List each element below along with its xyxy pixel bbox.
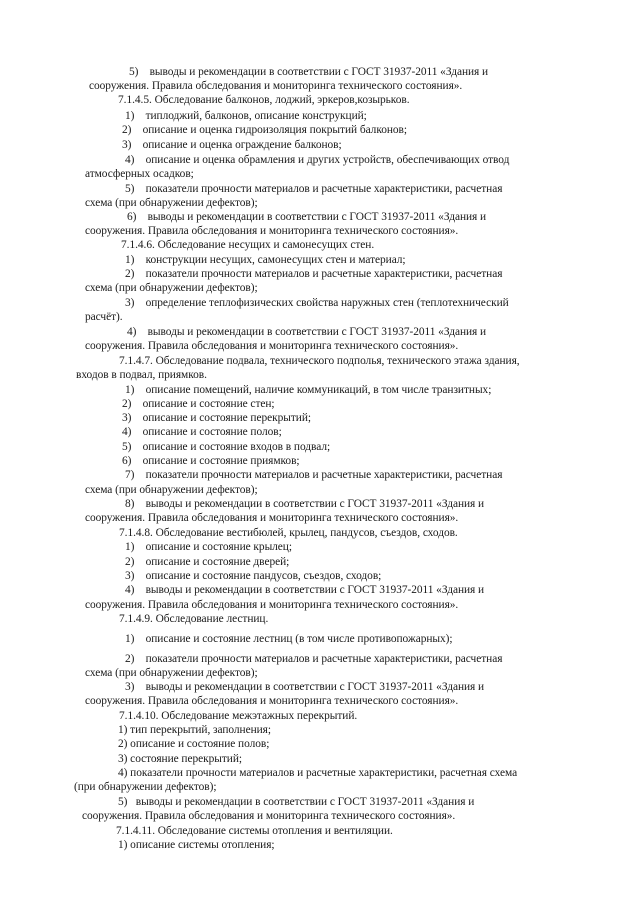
text-line: 5) выводы и рекомендации в соответствии с ГОСТ 31937-2011 «Здания и [129,66,489,78]
text-line: атмосферных осадков; [85,168,194,180]
text-line: сооружения. Правила обследования и мониторинга технического состояния». [82,810,456,822]
text-line: 6) выводы и рекомендации в соответствии с ГОСТ 31937-2011 «Здания и [127,211,487,223]
text-line: 4) выводы и рекомендации в соответствии с ГОСТ 31937-2011 «Здания и [125,584,485,596]
text-line: 2) описание и оценка гидроизоляция покрытий балконов; [122,124,408,136]
text-line: 1) описание и состояние лестниц (в том числе противопожарных); [125,633,453,645]
text-line: расчёт). [85,311,123,323]
text-line: 2) показатели прочности материалов и расчетные характеристики, расчетная [125,653,503,665]
text-line: 8) выводы и рекомендации в соответствии с ГОСТ 31937-2011 «Здания и [125,498,485,510]
section-heading: 7.1.4.11. Обследование системы отопления и вентиляции. [116,825,393,837]
text-line: схема (при обнаружении дефектов); [85,282,258,294]
text-line: схема (при обнаружении дефектов); [85,484,258,496]
text-line: сооружения. Правила обследования и мониторинга технического состояния». [85,340,459,352]
text-line: 2) описание и состояние полов; [118,738,270,750]
text-line: 2) описание и состояние стен; [122,398,275,410]
text-line: сооружения. Правила обследования и мониторинга технического состояния». [85,695,459,707]
text-line: 5) описание и состояние входов в подвал; [122,441,331,453]
text-line: 3) описание и состояние перекрытий; [122,412,312,424]
text-line: 3) выводы и рекомендации в соответствии с ГОСТ 31937-2011 «Здания и [125,681,485,693]
text-line: 5) показатели прочности материалов и расчетные характеристики, расчетная [125,183,503,195]
text-line: схема (при обнаружении дефектов); [85,197,258,209]
section-heading: 7.1.4.7. Обследование подвала, технического подполья, технического этажа здания, [119,355,520,367]
text-line: 4) показатели прочности материалов и расчетные характеристики, расчетная схема [118,767,518,779]
text-line: 2) описание и состояние дверей; [125,556,290,568]
section-heading: 7.1.4.9. Обследование лестниц. [119,613,269,625]
text-line: 5) выводы и рекомендации в соответствии с ГОСТ 31937-2011 «Здания и [118,796,475,808]
text-line: 1) описание помещений, наличие коммуникаций, в том числе транзитных; [125,384,492,396]
text-line: 1) описание и состояние крылец; [125,541,292,553]
text-line: 4) описание и состояние полов; [122,426,282,438]
text-line: схема (при обнаружении дефектов); [85,667,258,679]
text-line: 4) выводы и рекомендации в соответствии с ГОСТ 31937-2011 «Здания и [127,326,487,338]
text-line: сооружения. Правила обследования и мониторинга технического состояния». [85,512,459,524]
text-line: (при обнаружении дефектов); [74,781,217,793]
section-heading: 7.1.4.6. Обследование несущих и самонесущих стен. [121,239,375,251]
text-line: 4) описание и оценка обрамления и других устройств, обеспечивающих отвод [125,154,510,166]
text-line: 3) состояние перекрытий; [118,753,242,765]
section-heading: 7.1.4.8. Обследование вестибюлей, крылец, пандусов, съездов, сходов. [119,527,458,539]
text-line: 6) описание и состояние приямков; [122,455,300,467]
text-line: 1) типлоджий, балконов, описание конструкций; [125,110,367,122]
text-line: сооружения. Правила обследования и мониторинга технического состояния». [85,225,459,237]
text-line: входов в подвал, приямков. [76,369,207,381]
text-line: 2) показатели прочности материалов и расчетные характеристики, расчетная [125,268,503,280]
text-line: 1) конструкции несущих, самонесущих стен и материал; [125,254,406,266]
text-line: 3) определение теплофизических свойства наружных стен (теплотехнический [125,297,509,309]
text-line: сооружения. Правила обследования и мониторинга технического состояния». [85,599,459,611]
text-line: 1) тип перекрытий, заполнения; [118,724,271,736]
text-line: 7) показатели прочности материалов и расчетные характеристики, расчетная [125,469,503,481]
text-line: 3) описание и состояние пандусов, съездов, сходов; [125,570,382,582]
text-line: 1) описание системы отопления; [118,839,275,851]
section-heading: 7.1.4.5. Обследование балконов, лоджий, эркеров,козырьков. [118,94,410,106]
text-line: сооружения. Правила обследования и мониторинга технического состояния». [89,80,463,92]
section-heading: 7.1.4.10. Обследование межэтажных перекрытий. [119,710,358,722]
text-line: 3) описание и оценка ограждение балконов; [122,139,342,151]
